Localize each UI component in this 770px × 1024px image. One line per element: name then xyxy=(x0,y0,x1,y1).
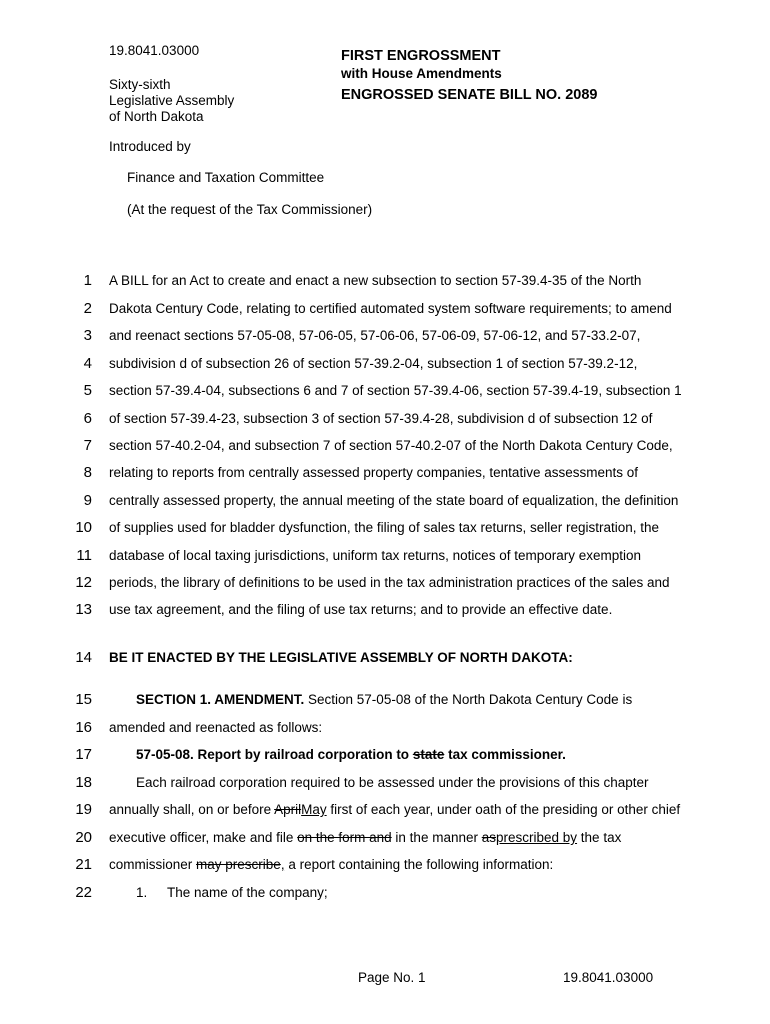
statute-heading-part: tax commissioner. xyxy=(444,747,566,762)
line-text xyxy=(109,802,680,817)
line-text: Dakota Century Code, relating to certified automated system software requirements; to amend xyxy=(109,301,672,316)
text-part: commissioner xyxy=(109,857,197,872)
text-part: first of each year, under oath of the presiding or other chief xyxy=(326,802,681,817)
line-number: 18 xyxy=(75,774,92,791)
line-text: subdivision d of subsection 26 of section 57-39.2-04, subsection 1 of section 57-39.2-12, xyxy=(109,356,638,371)
line-text: and reenact sections 57-05-08, 57-06-05, 57-06-06, 57-06-09, 57-06-12, and 57-33.2-07, xyxy=(109,328,641,343)
line-number: 4 xyxy=(83,355,92,372)
line-text: section 57-40.2-04, and subsection 7 of section 57-40.2-07 of the North Dakota Century Code, xyxy=(109,438,673,453)
inserted-text: , xyxy=(280,857,285,872)
line-text: A BILL for an Act to create and enact a new subsection to section 57-39.4-35 of the North xyxy=(109,273,642,288)
line-text: of supplies used for bladder dysfunction, the filing of sales tax returns, seller registration, the xyxy=(109,520,660,535)
engrossment-title: FIRST ENGROSSMENT xyxy=(341,48,501,64)
deleted-text: on the form and xyxy=(297,830,392,845)
committee: Finance and Taxation Committee xyxy=(127,170,325,185)
line-text: relating to reports from centrally assessed property companies, tentative assessments of xyxy=(109,465,638,480)
line-text: of section 57-39.4-23, subsection 3 of section 57-39.4-28, subdivision d of subsection 12 of xyxy=(109,411,653,426)
assembly-line-2: Legislative Assembly xyxy=(109,93,235,108)
line-number: 12 xyxy=(75,574,92,591)
section-heading xyxy=(136,692,632,707)
section-label: SECTION 1. AMENDMENT. xyxy=(136,692,305,707)
line-number: 17 xyxy=(75,746,92,763)
inserted-text: May xyxy=(301,802,327,817)
statute-heading-part: 57-05-08. Report by railroad corporation to xyxy=(136,747,413,762)
line-number: 9 xyxy=(83,492,92,509)
line-number: 14 xyxy=(75,649,92,666)
text-part: the tax xyxy=(577,830,622,845)
inserted-text: prescribed by xyxy=(496,830,578,845)
enacting-clause: BE IT ENACTED BY THE LEGISLATIVE ASSEMBLY OF NORTH DAKOTA: xyxy=(109,650,573,665)
page-number: Page No. 1 xyxy=(358,970,426,985)
deleted-text: may prescribe xyxy=(196,857,281,872)
line-text: database of local taxing jurisdictions, uniform tax returns, notices of temporary exemption xyxy=(109,548,642,563)
line-number: 13 xyxy=(75,601,92,618)
line-number: 22 xyxy=(75,884,92,901)
line-number: 6 xyxy=(83,410,92,427)
footer-doc-number: 19.8041.03000 xyxy=(563,970,654,985)
line-number: 10 xyxy=(75,519,92,536)
statute-heading xyxy=(136,747,566,762)
line-number: 3 xyxy=(83,327,92,344)
text-part: annually shall, on or before xyxy=(109,802,275,817)
line-number: 15 xyxy=(75,691,92,708)
line-text: section 57-39.4-04, subsections 6 and 7 of section 57-39.4-06, section 57-39.4-19, subsection 1 xyxy=(109,383,682,398)
line-text: periods, the library of definitions to be used in the tax administration practices of the sales and xyxy=(109,575,670,590)
section-text: Section 57-05-08 of the North Dakota Century Code is xyxy=(304,692,633,707)
list-item-text: The name of the company; xyxy=(167,885,328,900)
bill-title: ENGROSSED SENATE BILL NO. 2089 xyxy=(341,87,598,103)
text-part: a report containing the following information: xyxy=(284,857,554,872)
line-number: 1 xyxy=(83,272,92,289)
assembly-line-1: Sixty-sixth xyxy=(109,77,171,92)
text-part: in the manner xyxy=(391,830,482,845)
line-text: centrally assessed property, the annual meeting of the state board of equalization, the definition xyxy=(109,493,679,508)
line-number: 16 xyxy=(75,719,92,736)
line-number: 20 xyxy=(75,829,92,846)
line-number: 11 xyxy=(76,547,92,564)
deleted-text: state xyxy=(412,747,445,762)
amendments-subtitle: with House Amendments xyxy=(341,66,502,81)
introduced-by: Introduced by xyxy=(109,139,191,154)
doc-number: 19.8041.03000 xyxy=(109,43,200,58)
line-number: 7 xyxy=(83,437,92,454)
line-text xyxy=(109,830,621,845)
line-text xyxy=(109,857,553,872)
deleted-text: April xyxy=(274,802,302,817)
deleted-text: as xyxy=(481,830,496,845)
line-number: 2 xyxy=(83,300,92,317)
line-number: 19 xyxy=(75,801,92,818)
text-part: executive officer, make and file xyxy=(109,830,298,845)
line-text: Each railroad corporation required to be assessed under the provisions of this chapter xyxy=(136,775,649,790)
line-text: use tax agreement, and the filing of use tax returns; and to provide an effective date. xyxy=(109,602,613,617)
list-item-number: 1. xyxy=(136,885,148,900)
line-number: 8 xyxy=(83,464,92,481)
line-text: amended and reenacted as follows: xyxy=(109,720,323,735)
line-number: 21 xyxy=(75,856,92,873)
request-note: (At the request of the Tax Commissioner) xyxy=(127,202,373,217)
assembly-line-3: of North Dakota xyxy=(109,109,204,124)
line-number: 5 xyxy=(83,382,92,399)
